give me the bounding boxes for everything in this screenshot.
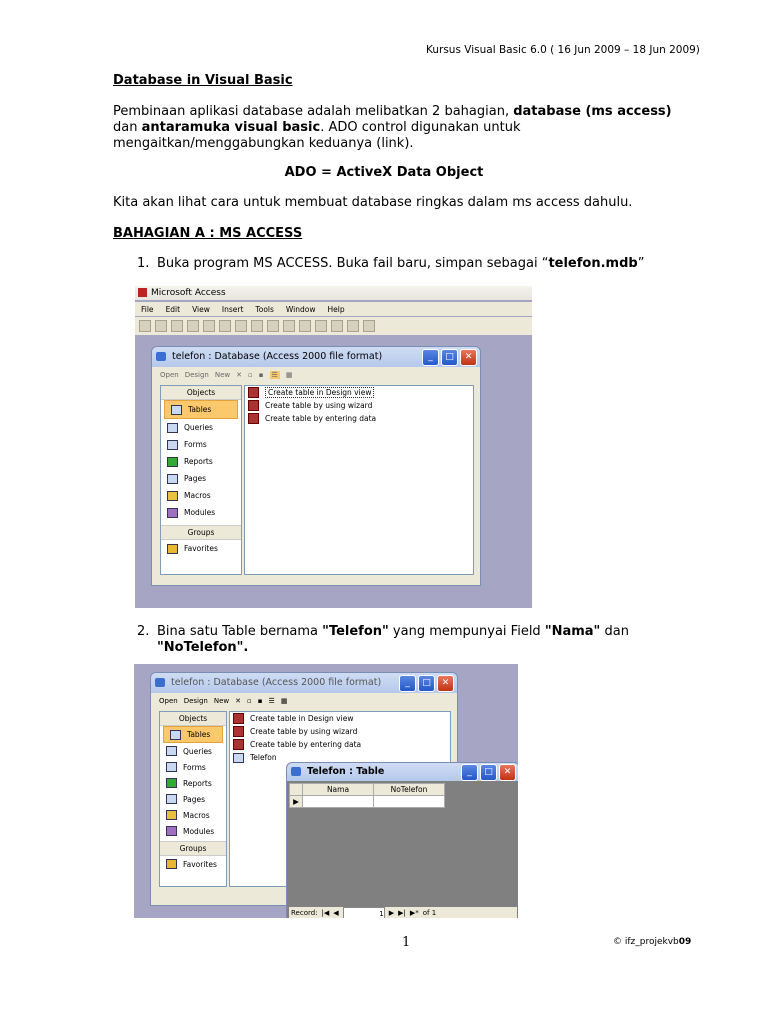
first-record-button[interactable]: |◀	[321, 909, 330, 917]
access-icon	[138, 288, 147, 297]
table-icon	[233, 753, 244, 763]
maximize-button[interactable]: □	[480, 764, 497, 781]
form-icon	[167, 440, 178, 450]
delete-icon[interactable]: ✕	[235, 697, 242, 705]
objects-bar	[159, 711, 227, 887]
objects-item-pages[interactable]	[161, 470, 241, 487]
new-record-button[interactable]: ▶*	[409, 909, 419, 917]
list-item-label: Create table by entering data	[265, 414, 377, 423]
objects-item-tables[interactable]	[164, 400, 238, 419]
macro-icon	[167, 491, 178, 501]
objects-item-forms[interactable]	[160, 759, 226, 775]
maximize-button[interactable]: □	[441, 349, 458, 366]
database-icon	[155, 678, 165, 687]
cell-nama[interactable]	[303, 796, 374, 808]
record-navigator	[289, 907, 517, 918]
database-titlebar	[152, 347, 480, 367]
objects-item-pages[interactable]	[160, 791, 226, 807]
list-item[interactable]	[230, 725, 450, 738]
menu-insert[interactable]: Insert	[221, 304, 244, 314]
paste-icon[interactable]	[251, 320, 263, 332]
list-item[interactable]	[230, 738, 450, 751]
list-item-label: Create table by entering data	[250, 740, 362, 749]
objects-item-forms[interactable]	[161, 436, 241, 453]
design-view-icon	[248, 387, 259, 398]
ado-definition: ADO = ActiveX Data Object	[284, 165, 484, 180]
details-view-icon[interactable]: ▦	[285, 371, 293, 379]
step-1-text-b: ”	[637, 256, 645, 271]
menu-view[interactable]: View	[192, 304, 210, 314]
spelling-icon[interactable]	[203, 320, 215, 332]
step-1-text	[157, 256, 644, 272]
step-2-text-b: yang mempunyai Field	[388, 624, 545, 639]
telefon-table-window	[286, 762, 518, 918]
open-folder-icon[interactable]	[155, 320, 167, 332]
record-number-field[interactable]: 1	[343, 907, 385, 918]
step-1-filename: telefon.mdb	[548, 256, 638, 271]
list-view-icon[interactable]: ☰	[271, 371, 278, 379]
wizard-icon	[248, 400, 259, 411]
object-list	[244, 385, 474, 575]
objects-label: Queries	[184, 423, 213, 432]
menu-bar	[135, 302, 532, 316]
main-toolbar	[135, 317, 532, 335]
step-2-number: 2.	[137, 624, 150, 639]
list-view-icon[interactable]: ☰	[268, 697, 275, 705]
objects-label: Pages	[183, 794, 206, 804]
list-item-label: Create table by using wizard	[250, 727, 358, 736]
objects-item-modules[interactable]	[160, 823, 226, 839]
list-item[interactable]	[245, 412, 473, 425]
datasheet-icon	[233, 739, 244, 750]
macro-icon	[166, 810, 177, 820]
next-record-button[interactable]: ▶	[388, 909, 395, 917]
relationships-icon[interactable]	[331, 320, 343, 332]
app-titlebar	[135, 286, 532, 300]
screenshot-table-created	[134, 664, 518, 918]
groups-label: Favorites	[183, 859, 217, 869]
open-button[interactable]: Open	[159, 697, 178, 705]
objects-label: Queries	[183, 746, 212, 756]
row-selector[interactable]: ▶	[290, 796, 303, 808]
database-title: telefon : Database (Access 2000 file format)	[172, 351, 383, 362]
objects-label: Tables	[188, 405, 212, 414]
open-button[interactable]: Open	[160, 371, 179, 379]
section-a-heading: BAHAGIAN A : MS ACCESS	[113, 226, 303, 241]
step-2-text-a: Bina satu Table bernama	[157, 624, 323, 639]
groups-item-favorites[interactable]	[161, 540, 241, 557]
step-2-text-c: dan	[600, 624, 629, 639]
page-icon	[167, 474, 178, 484]
intro-text-2: dan	[113, 120, 142, 135]
objects-label: Tables	[187, 730, 211, 739]
row-selector-header	[290, 784, 303, 796]
query-icon	[166, 746, 177, 756]
menu-tools[interactable]: Tools	[255, 304, 274, 314]
page-title: Database in Visual Basic	[113, 73, 293, 88]
report-icon	[167, 457, 178, 467]
course-header: Kursus Visual Basic 6.0 ( 16 Jun 2009 – 18 Jun 2009)	[426, 44, 700, 56]
footer-credit-year: 09	[678, 937, 692, 947]
objects-header: Objects	[160, 712, 226, 726]
properties-icon[interactable]	[315, 320, 327, 332]
details-view-icon[interactable]: ▦	[280, 697, 288, 705]
new-button[interactable]: New	[214, 371, 231, 379]
minimize-button[interactable]: _	[399, 675, 416, 692]
groups-header: Groups	[160, 841, 226, 856]
list-item[interactable]	[245, 386, 473, 399]
large-icons-icon[interactable]: ▫	[248, 371, 253, 379]
step-2-field-2: "NoTelefon".	[157, 640, 249, 655]
footer-credit	[613, 937, 691, 947]
objects-item-macros[interactable]	[161, 487, 241, 504]
cut-icon[interactable]	[219, 320, 231, 332]
database-titlebar-2	[151, 673, 457, 693]
datasheet-grid	[289, 783, 445, 808]
maximize-button[interactable]: □	[418, 675, 435, 692]
form-icon	[166, 762, 177, 772]
objects-label: Modules	[183, 826, 215, 836]
record-count: of 1	[422, 909, 437, 917]
objects-label: Macros	[184, 491, 211, 500]
step-2-table-name: "Telefon"	[322, 624, 389, 639]
database-toolbar	[151, 693, 457, 709]
intro-paragraph	[113, 104, 673, 152]
intro-text-1: Pembinaan aplikasi database adalah melibatkan 2 bahagian,	[113, 104, 514, 119]
menu-file[interactable]: File	[141, 304, 154, 314]
prev-record-button[interactable]: ◀	[333, 909, 339, 917]
module-icon	[167, 508, 178, 518]
app-title: Microsoft Access	[151, 288, 226, 298]
design-view-icon	[233, 713, 244, 724]
menu-help[interactable]: Help	[327, 304, 345, 314]
design-button[interactable]: Design	[183, 697, 208, 705]
groups-header: Groups	[161, 525, 241, 540]
print-icon[interactable]	[187, 320, 199, 332]
database-window	[151, 346, 481, 586]
new-object-icon[interactable]	[347, 320, 359, 332]
cell-notelefon[interactable]	[374, 796, 445, 808]
objects-label: Reports	[184, 457, 213, 466]
copy-icon[interactable]	[235, 320, 247, 332]
objects-item-modules[interactable]	[161, 504, 241, 521]
minimize-button[interactable]: _	[461, 764, 478, 781]
page-icon	[166, 794, 177, 804]
footer-credit-text: © ifz_projekvb	[613, 937, 679, 947]
lead-text: Kita akan lihat cara untuk membuat database ringkas dalam ms access dahulu.	[113, 195, 633, 210]
office-links-icon[interactable]	[283, 320, 295, 332]
objects-label: Forms	[183, 762, 206, 772]
small-icons-icon[interactable]: ▪	[257, 697, 263, 705]
list-item[interactable]	[230, 712, 450, 725]
help-icon[interactable]	[363, 320, 375, 332]
list-item-label: Create table in Design view	[265, 387, 374, 398]
intro-bold-1: database (ms access)	[513, 104, 672, 119]
last-record-button[interactable]: ▶|	[398, 909, 406, 917]
save-icon[interactable]	[171, 320, 183, 332]
list-item-label: Telefon	[250, 753, 277, 762]
column-header-nama[interactable]: Nama	[303, 784, 374, 796]
wizard-icon	[233, 726, 244, 737]
objects-item-reports[interactable]	[160, 775, 226, 791]
objects-item-queries[interactable]	[161, 419, 241, 436]
folder-icon	[167, 544, 178, 554]
table-title: Telefon : Table	[307, 766, 385, 777]
minimize-button[interactable]: _	[422, 349, 439, 366]
design-button[interactable]: Design	[184, 371, 209, 379]
step-2-field-1: "Nama"	[544, 624, 601, 639]
new-button[interactable]: New	[213, 697, 230, 705]
delete-icon[interactable]: ✕	[236, 371, 243, 379]
objects-item-reports[interactable]	[161, 453, 241, 470]
objects-bar	[160, 385, 242, 575]
list-item-label: Create table in Design view	[250, 714, 354, 723]
close-button[interactable]: ✕	[499, 764, 516, 781]
step-1-number: 1.	[137, 256, 150, 271]
list-item[interactable]	[245, 399, 473, 412]
menu-window[interactable]: Window	[285, 304, 316, 314]
database-title: telefon : Database (Access 2000 file format)	[171, 677, 382, 688]
objects-label: Modules	[184, 508, 216, 517]
objects-item-queries[interactable]	[160, 743, 226, 759]
menu-edit[interactable]: Edit	[165, 304, 181, 314]
intro-bold-2: antaramuka visual basic	[141, 120, 321, 135]
module-icon	[166, 826, 177, 836]
column-header-notelefon[interactable]: NoTelefon	[374, 784, 445, 796]
table-titlebar	[287, 763, 518, 781]
close-button[interactable]: ✕	[460, 349, 477, 366]
close-button[interactable]: ✕	[437, 675, 454, 692]
list-item-label: Create table by using wizard	[265, 401, 373, 410]
large-icons-icon[interactable]: ▫	[247, 697, 252, 705]
undo-icon[interactable]	[267, 320, 279, 332]
intro-text-3: . ADO control digunakan untuk mengaitkan/menggabungkan keduanya (link).	[113, 120, 521, 151]
objects-label: Reports	[183, 778, 212, 788]
objects-header: Objects	[161, 386, 241, 400]
new-file-icon[interactable]	[139, 320, 151, 332]
screenshot-access-main	[135, 286, 532, 608]
page-number: 1	[402, 935, 411, 950]
step-2-text	[157, 624, 657, 656]
database-toolbar	[152, 367, 480, 383]
objects-item-tables[interactable]	[163, 726, 223, 743]
table-icon	[291, 767, 301, 776]
database-icon	[156, 352, 166, 361]
folder-icon	[166, 859, 177, 869]
analyze-icon[interactable]	[299, 320, 311, 332]
objects-label: Pages	[184, 474, 207, 483]
objects-item-macros[interactable]	[160, 807, 226, 823]
groups-item-favorites[interactable]	[160, 856, 226, 872]
report-icon	[166, 778, 177, 788]
table-icon	[170, 730, 181, 740]
table-icon	[171, 405, 182, 415]
query-icon	[167, 423, 178, 433]
datasheet-icon	[248, 413, 259, 424]
groups-label: Favorites	[184, 544, 218, 553]
step-1-text-a: Buka program MS ACCESS. Buka fail baru, simpan sebagai “	[157, 256, 549, 271]
objects-label: Macros	[183, 810, 210, 820]
record-label: Record:	[291, 909, 318, 917]
small-icons-icon[interactable]: ▪	[258, 371, 264, 379]
objects-label: Forms	[184, 440, 207, 449]
